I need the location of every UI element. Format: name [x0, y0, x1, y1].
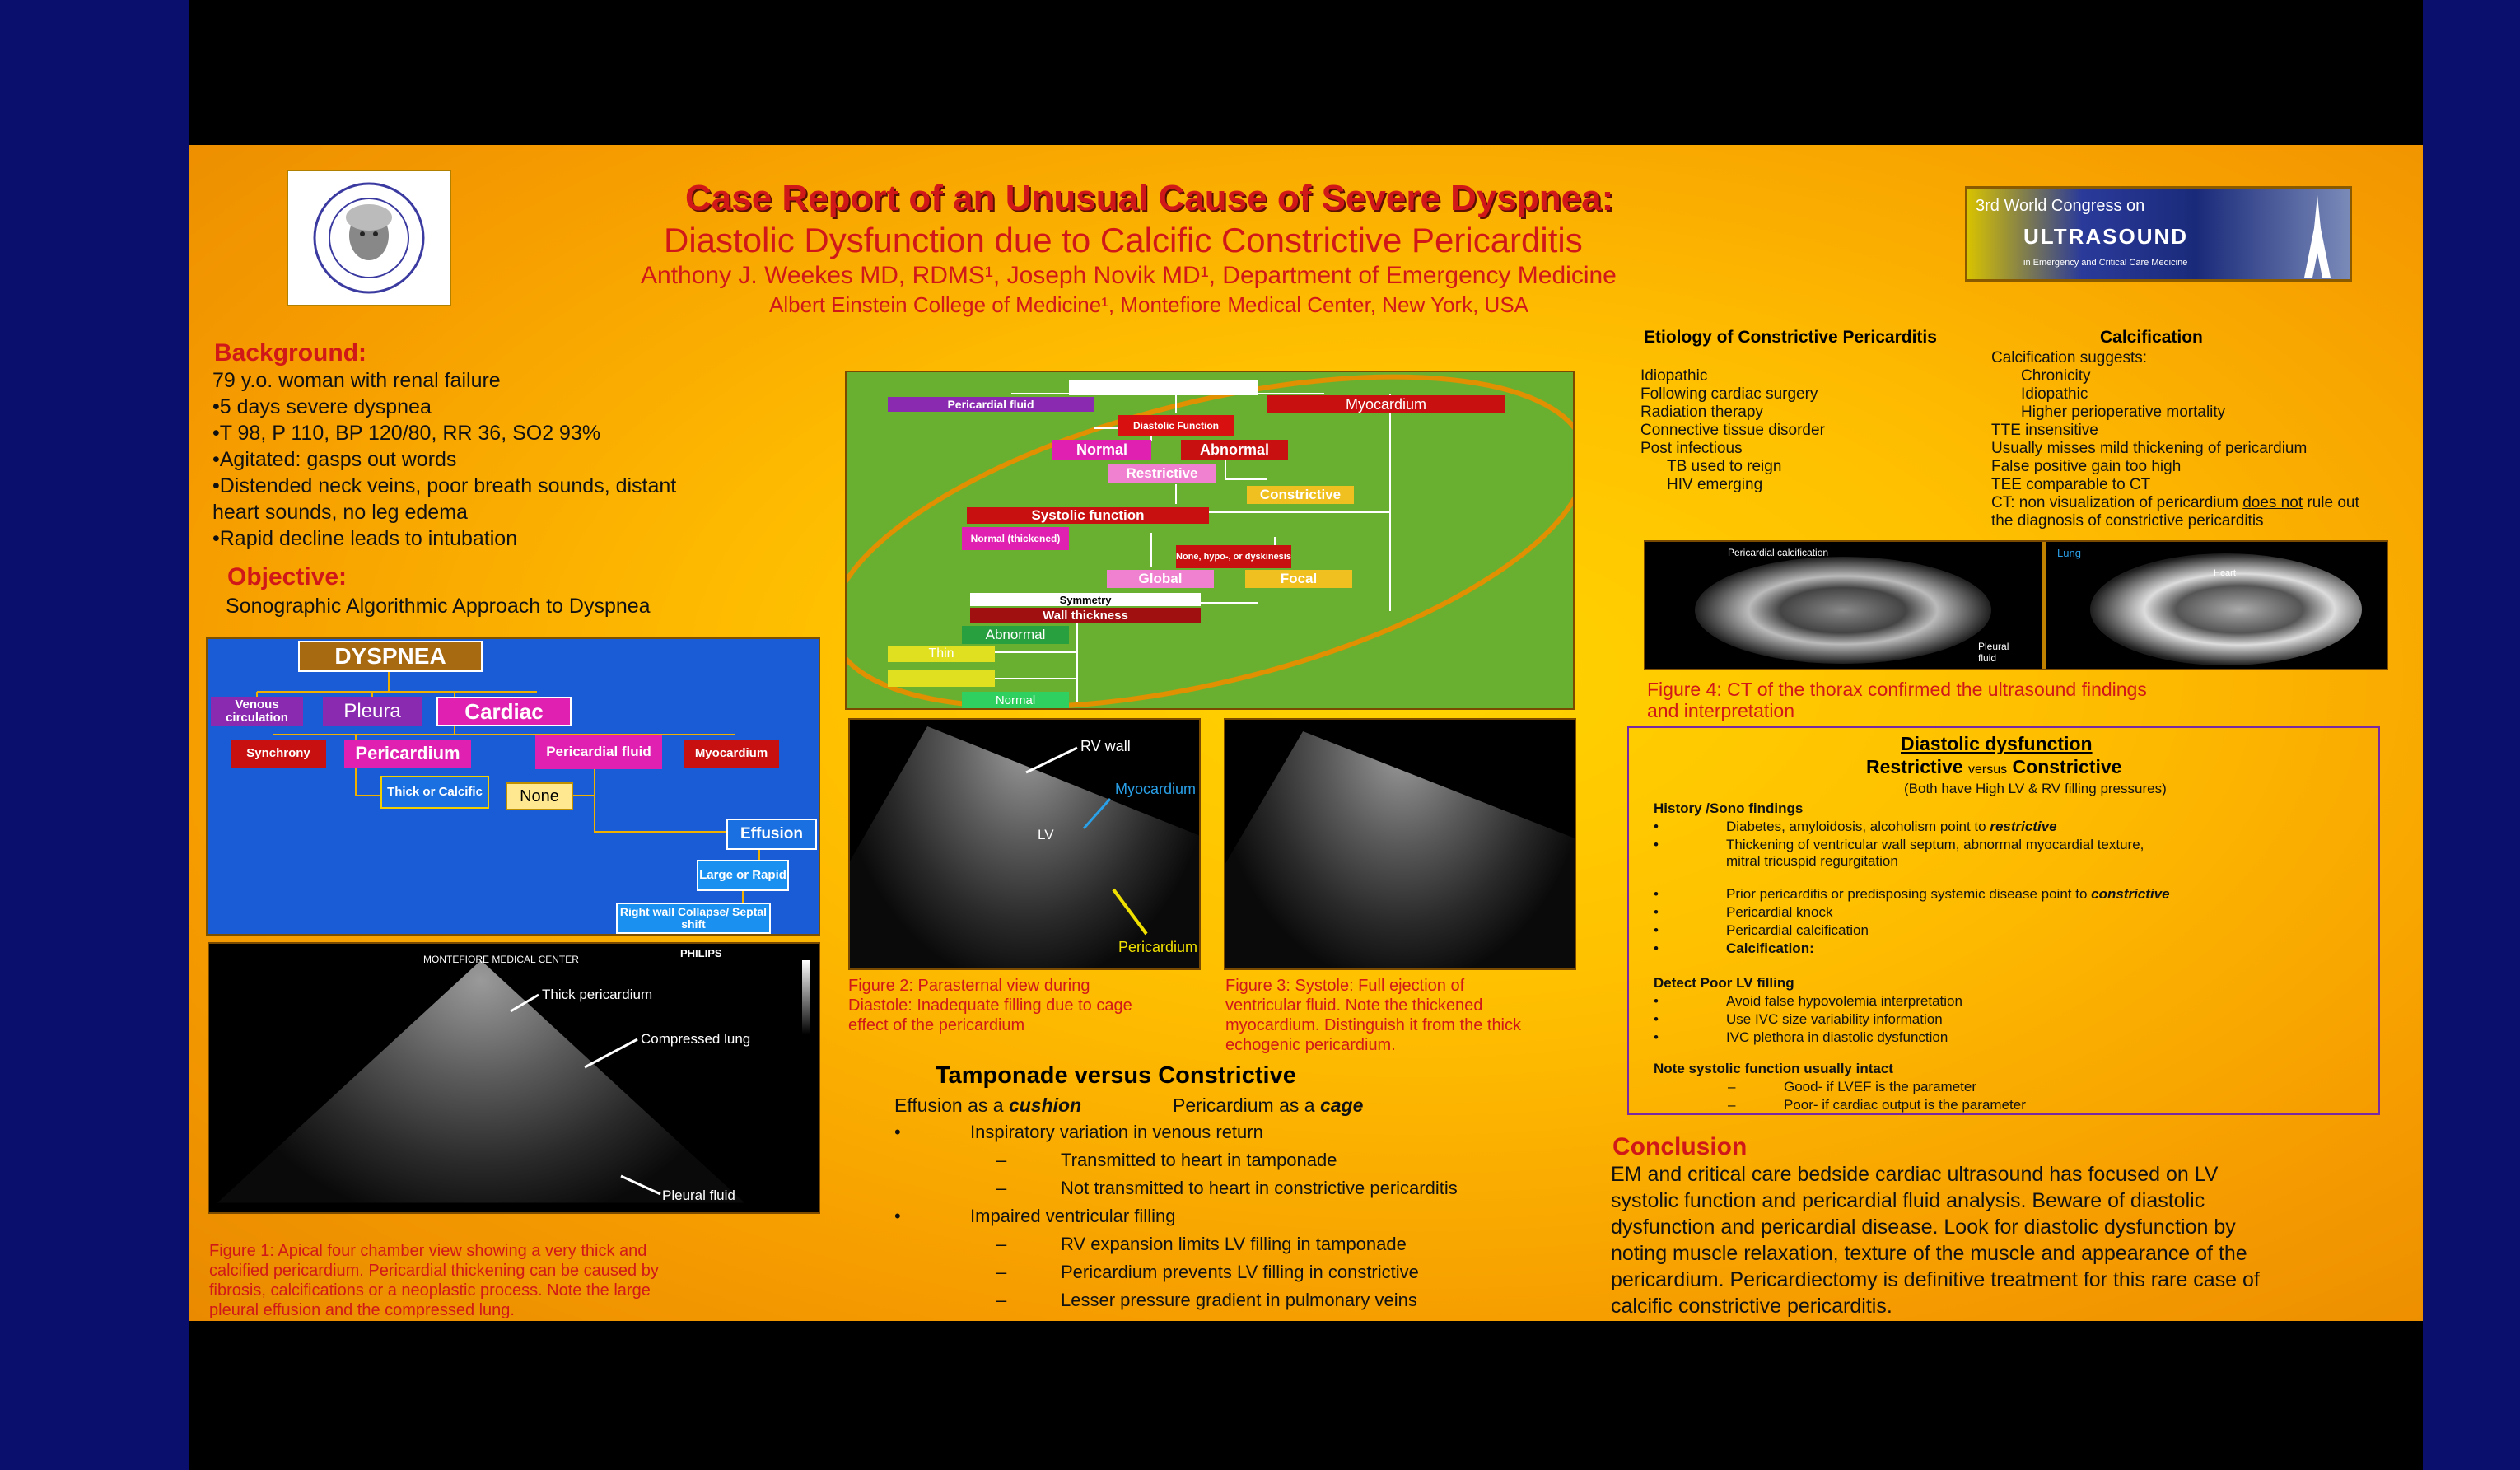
background-heading: Background: — [214, 339, 367, 366]
tamponade-effusion — [894, 1094, 1081, 1116]
fig4-caption-line: and interpretation — [1647, 700, 1795, 722]
pericardium-word: cage — [1319, 1094, 1364, 1116]
background-list — [212, 369, 676, 553]
conclusion-line: EM and critical care bedside cardiac ultrasound has focused on LV — [1611, 1163, 2219, 1186]
systolic-list — [1728, 1079, 2026, 1115]
conclusion-heading: Conclusion — [1612, 1133, 1748, 1160]
sub-pre: Restrictive — [1866, 756, 1969, 777]
detect-heading: Detect Poor LV filling — [1654, 975, 1794, 991]
title-colon: : — [1601, 178, 1614, 218]
algo-dyspnea: DYSPNEA — [298, 641, 483, 672]
background-line: •Agitated: gasps out words — [212, 448, 457, 471]
fig2-caption-line: effect of the pericardium — [848, 1016, 1025, 1034]
algo-none: None — [506, 782, 573, 810]
history-item: • Calcification: — [1654, 940, 1814, 956]
detect-item: • Avoid false hypovolemia interpretation — [1654, 993, 1962, 1009]
background-line: heart sounds, no leg edema — [212, 501, 468, 524]
fig1-caption-line: fibrosis, calcifications or a neoplastic process. Note the large — [209, 1281, 651, 1300]
fig1-header-left: MONTEFIORE MEDICAL CENTER — [423, 954, 579, 965]
etiology-item: HIV emerging — [1667, 476, 1763, 493]
detect-item: • Use IVC size variability information — [1654, 1011, 1943, 1027]
tamponade-item — [996, 1290, 1417, 1318]
calc-item: TTE insensitive — [1991, 422, 2098, 439]
fig4-label-lung: Lung — [2057, 547, 2081, 559]
bullet: – — [996, 1262, 1007, 1282]
algo-thick: Thick or Calcific — [380, 776, 489, 809]
history-item: • Pericardial knock — [1654, 904, 1833, 920]
item-text: Pericardium prevents LV filling in constrictive — [1061, 1262, 1419, 1282]
calc-item: False positive gain too high — [1991, 458, 2182, 475]
calc-item: Usually misses mild thickening of pericardium — [1991, 440, 2308, 457]
conclusion-line: noting muscle relaxation, texture of the muscle and appearance of the — [1611, 1242, 2247, 1265]
fc-myocardium: Myocardium — [1267, 395, 1505, 413]
fc-focal: Focal — [1245, 570, 1352, 588]
etiology-item: Connective tissue disorder — [1640, 422, 1825, 439]
fc-normal: Normal — [1052, 440, 1151, 460]
conclusion-line: pericardium. Pericardiectomy is definitive treatment for this rare case of — [1611, 1268, 2260, 1291]
fc-restrictive: Restrictive — [1108, 464, 1216, 483]
item-text: Lesser pressure gradient in pulmonary veins — [1061, 1290, 1417, 1310]
calc-item: Higher perioperative mortality — [2021, 404, 2226, 421]
fig3-caption-line: Figure 3: Systole: Full ejection of — [1225, 977, 1465, 995]
tamponade-pericardium — [1173, 1094, 1363, 1116]
fig1-caption-line: calcified pericardium. Pericardial thickening can be caused by — [209, 1262, 659, 1280]
bullet: – — [996, 1178, 1007, 1198]
bullet: – — [996, 1234, 1007, 1254]
fig2-caption-line: Figure 2: Parasternal view during — [848, 977, 1090, 995]
calc-ct-line2: the diagnosis of constrictive pericarditis — [1991, 512, 2264, 530]
poster-subtitle: Diastolic Dysfunction due to Calcific Constrictive Pericarditis — [664, 221, 1583, 259]
fig2-label-pericardium: Pericardium — [1118, 939, 1198, 955]
diastolic-dysfunction-box — [1627, 726, 2380, 1115]
s-text: Poor- if cardiac output is the parameter — [1784, 1097, 2026, 1113]
fig2-arrows — [850, 720, 1201, 970]
ct-pre: CT: non visualization of pericardium — [1991, 494, 2243, 511]
history-item: • Prior pericarditis or predisposing systemic disease point to constrictive — [1654, 886, 2170, 902]
background-line: •Distended neck veins, poor breath sounds, distant — [212, 474, 677, 497]
einstein-logo — [287, 170, 451, 306]
background-line: •5 days severe dyspnea — [212, 395, 432, 418]
tamponade-item — [996, 1178, 1458, 1206]
fig2-label-rvwall: RV wall — [1080, 738, 1131, 754]
effusion-pre: Effusion as a — [894, 1094, 1009, 1116]
fig4-label-pleural: Pleural fluid — [1978, 641, 2009, 664]
s-text: Good- if LVEF is the parameter — [1784, 1079, 1977, 1094]
algo-large: Large or Rapid — [697, 860, 789, 891]
fig3-caption-line: ventricular fluid. Note the thickened — [1225, 996, 1483, 1015]
tamponade-item — [996, 1234, 1407, 1262]
fc-none: None, hypo-, or dyskinesis — [1176, 545, 1291, 568]
ct-scan-left — [1695, 557, 1991, 664]
objective-heading: Objective: — [227, 563, 348, 590]
history-item: • Thickening of ventricular wall septum, abnormal myocardial texture, — [1654, 837, 2144, 852]
etiology-heading: Etiology of Constrictive Pericarditis — [1644, 328, 1937, 347]
background-line: •T 98, P 110, BP 120/80, RR 36, SO2 93% — [212, 422, 601, 445]
effusion-word: cushion — [1008, 1094, 1082, 1116]
item-text: RV expansion limits LV filling in tamponade — [1061, 1234, 1407, 1254]
item-text: Transmitted to heart in tamponade — [1061, 1150, 1337, 1170]
figure-4-image — [1644, 540, 2388, 670]
background-line: •Rapid decline leads to intubation — [212, 527, 518, 550]
sub-versus: versus — [1968, 763, 2008, 777]
calc-item: Chronicity — [2021, 367, 2091, 385]
fig1-label-thick: Thick pericardium — [542, 987, 653, 1002]
history-list — [1654, 819, 2170, 959]
fc-normal3: Normal — [962, 692, 1069, 708]
poster-title: Case Report of an Unusual Cause of Severe Dyspnea — [685, 178, 1602, 218]
conclusion-line: calcific constrictive pericarditis. — [1611, 1295, 1892, 1318]
h-em: restrictive — [1990, 819, 2057, 834]
affiliation: Albert Einstein College of Medicine¹, Montefiore Medical Center, New York, USA — [769, 292, 1528, 317]
bullet: – — [996, 1150, 1007, 1170]
dyspnea-algorithm — [206, 637, 820, 936]
calcification-heading: Calcification — [2100, 328, 2203, 347]
fig1-arrows — [209, 944, 820, 1214]
history-item: • Pericardial calcification — [1654, 922, 1869, 938]
fig2-caption-line: Diastole: Inadequate filling due to cage — [848, 996, 1132, 1015]
algo-pleura: Pleura — [323, 697, 422, 726]
calc-ct-line — [1991, 494, 2359, 512]
diastolic-sub — [1866, 756, 2121, 777]
fig3-caption-line: echogenic pericardium. — [1225, 1036, 1396, 1054]
fc-pericardial-fluid: Pericardial fluid — [888, 397, 1094, 412]
fc-systolic: Systolic function — [967, 507, 1209, 524]
congress-logo — [1965, 186, 2352, 282]
h-text: Prior pericarditis or predisposing systemic disease point to — [1726, 886, 2092, 902]
fc-abnormal: Abnormal — [1181, 440, 1288, 460]
fc-wall: Wall thickness — [970, 608, 1201, 623]
algo-right-wall: Right wall Collapse/ Septal shift — [616, 903, 771, 934]
fig1-header-right: PHILIPS — [680, 947, 722, 959]
algo-pericardial-fluid: Pericardial fluid — [535, 735, 662, 769]
diagnostic-flowchart — [845, 371, 1575, 710]
fc-top-bar — [1069, 380, 1258, 395]
etiology-item: Radiation therapy — [1640, 404, 1763, 421]
conclusion-body — [1611, 1163, 2260, 1321]
bullet: • — [894, 1206, 901, 1226]
tamponade-item — [996, 1262, 1419, 1290]
sub-post: Constrictive — [2007, 756, 2122, 777]
bullet: • — [894, 1122, 901, 1142]
fig1-label-lung: Compressed lung — [641, 1031, 751, 1047]
algo-effusion: Effusion — [726, 819, 817, 850]
conclusion-line: systolic function and pericardial fluid analysis. Beware of diastolic — [1611, 1189, 2205, 1212]
fig1-label-pleural: Pleural fluid — [662, 1188, 735, 1203]
figure-4-caption — [1647, 679, 2147, 722]
tamponade-item — [894, 1206, 1176, 1234]
etiology-item: Post infectious — [1640, 440, 1743, 457]
ct-post: rule out — [2303, 494, 2359, 511]
h-text: Thickening of ventricular wall septum, abnormal myocardial texture, — [1726, 837, 2144, 852]
poster — [189, 145, 2423, 1321]
h-text: Calcification: — [1726, 940, 1814, 956]
fc-abnormal2: Abnormal — [962, 626, 1069, 644]
algo-synchrony: Synchrony — [231, 740, 326, 768]
fig4-label-heart: Heart — [2214, 568, 2236, 578]
tamponade-heading: Tamponade versus Constrictive — [936, 1062, 1296, 1089]
conclusion-line: dysfunction and pericardial disease. Look for diastolic dysfunction by — [1611, 1216, 2236, 1239]
h-text: Pericardial calcification — [1726, 922, 1869, 938]
figure-1-caption — [209, 1242, 659, 1321]
calc-item: Idiopathic — [2021, 385, 2088, 403]
item-text: Not transmitted to heart in constrictive pericarditis — [1061, 1178, 1458, 1198]
calc-item: Calcification suggests: — [1991, 349, 2148, 366]
algo-cardiac: Cardiac — [436, 697, 572, 726]
algo-venous: Venous circulation — [211, 697, 303, 726]
d-text: Use IVC size variability information — [1726, 1011, 1943, 1027]
etiology-list — [1640, 367, 1825, 494]
fc-constrictive: Constrictive — [1247, 486, 1354, 504]
history-heading: History /Sono findings — [1654, 800, 1804, 816]
detect-list — [1654, 993, 1962, 1048]
pericardium-pre: Pericardium as a — [1173, 1094, 1320, 1116]
tamponade-list — [894, 1122, 1458, 1318]
congress-word: ULTRASOUND — [2023, 224, 2189, 249]
calc-item: TEE comparable to CT — [1991, 476, 2151, 493]
diastolic-note: (Both have High LV & RV filling pressures) — [1904, 781, 2167, 796]
sys-item: – Poor- if cardiac output is the parameter — [1728, 1097, 2026, 1113]
figure-3-caption — [1225, 977, 1521, 1056]
h-text: mitral tricuspid regurgitation — [1726, 853, 1898, 869]
etiology-item: Following cardiac surgery — [1640, 385, 1818, 403]
congress-sub: in Emergency and Critical Care Medicine — [2023, 258, 2188, 268]
eiffel-tower-icon — [2293, 195, 2342, 278]
fc-diastolic: Diastolic Function — [1118, 415, 1234, 436]
figure-1-image — [208, 942, 820, 1214]
ct-underline: does not — [2242, 494, 2303, 511]
figure-2-caption — [848, 977, 1132, 1036]
item-text: Impaired ventricular filling — [970, 1206, 1176, 1226]
congress-text: 3rd World Congress on — [1976, 197, 2145, 215]
algo-pericardium: Pericardium — [344, 740, 471, 768]
h-text: Pericardial knock — [1726, 904, 1833, 920]
fig1-caption-line: Figure 1: Apical four chamber view showing a very thick and — [209, 1242, 647, 1260]
fc-normal2: Normal (thickened) — [962, 527, 1069, 550]
detect-item: • IVC plethora in diastolic dysfunction — [1654, 1029, 1948, 1045]
fc-global: Global — [1107, 570, 1214, 588]
tamponade-item — [996, 1150, 1337, 1178]
figure-2-image — [848, 718, 1201, 970]
h-text: Diabetes, amyloidosis, alcoholism point to — [1726, 819, 1990, 834]
tamponade-item — [894, 1122, 1263, 1150]
fig2-label-lv: LV — [1038, 827, 1054, 842]
fc-symmetry: Symmetry — [970, 593, 1201, 606]
calcification-list — [1991, 349, 2359, 530]
d-text: Avoid false hypovolemia interpretation — [1726, 993, 1962, 1009]
ct-divider — [2042, 542, 2046, 670]
fig3-caption-line: myocardium. Distinguish it from the thick — [1225, 1016, 1522, 1034]
d-text: IVC plethora in diastolic dysfunction — [1726, 1029, 1948, 1045]
item-text: Inspiratory variation in venous return — [970, 1122, 1263, 1142]
sys-item: – Good- if LVEF is the parameter — [1728, 1079, 1977, 1094]
fig2-label-myocardium: Myocardium — [1115, 781, 1197, 797]
fc-thick: Thick — [888, 670, 995, 687]
note-systolic: Note systolic function usually intact — [1654, 1061, 1893, 1076]
fig1-caption-line: pleural effusion and the compressed lung. — [209, 1301, 515, 1319]
fig4-caption-line: Figure 4: CT of the thorax confirmed the ultrasound findings — [1647, 679, 2147, 700]
objective-text: Sonographic Algorithmic Approach to Dyspnea — [226, 595, 651, 618]
history-item: • Diabetes, amyloidosis, alcoholism point to restrictive — [1654, 819, 2057, 834]
authors: Anthony J. Weekes MD, RDMS¹, Joseph Novik MD¹, Department of Emergency Medicine — [641, 262, 1617, 289]
fig4-label-calcification: Pericardial calcification — [1728, 547, 1829, 558]
diastolic-heading: Diastolic dysfunction — [1901, 733, 2093, 754]
fc-thin: Thin — [888, 646, 995, 662]
etiology-item: TB used to reign — [1667, 458, 1782, 475]
history-item — [1654, 853, 1898, 886]
bullet: – — [996, 1290, 1007, 1310]
background-line: 79 y.o. woman with renal failure — [212, 369, 501, 392]
h-em: constrictive — [2091, 886, 2170, 902]
etiology-item: Idiopathic — [1640, 367, 1708, 385]
figure-3-image — [1224, 718, 1576, 970]
algo-myocardium: Myocardium — [684, 740, 779, 768]
